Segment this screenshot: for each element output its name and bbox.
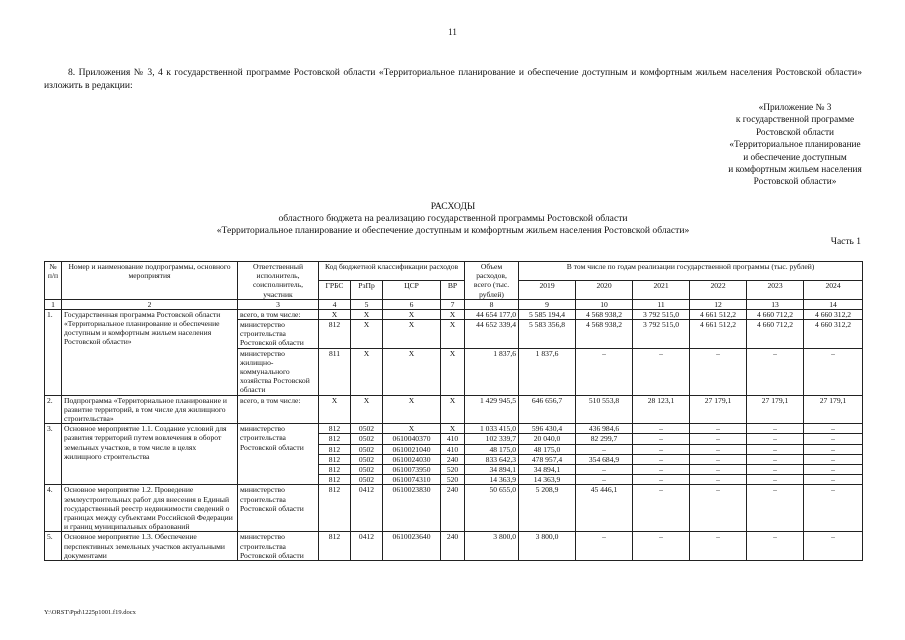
row-vr: X [441,320,465,349]
row-total: 1 837,6 [465,348,519,395]
row-grbs: 812 [319,485,351,532]
row-year-value: – [633,348,690,395]
row-vr: 410 [441,444,465,454]
intro-paragraph: 8. Приложения № 3, 4 к государственной программе Ростовской области «Территориальное планирование и обеспечение доступным и комфортным жильем населения Ростовской области» изложить в редакции: [44,67,862,91]
row-total: 44 652 339,4 [465,320,519,349]
column-number: 12 [690,299,747,309]
row-number: 4. [45,485,62,532]
row-year-value: – [690,424,747,434]
row-vr: X [441,424,465,434]
column-number: 9 [519,299,576,309]
row-vr: X [441,348,465,395]
row-year-value: 3 792 515,0 [633,320,690,349]
row-total: 1 033 415,0 [465,424,519,434]
row-year-value: 4 661 512,2 [690,320,747,349]
row-total: 34 894,1 [465,465,519,475]
row-year-value: – [633,475,690,485]
column-number: 6 [383,299,441,309]
row-year-value: 34 894,1 [519,465,576,475]
row-name: Основное мероприятие 1.2. Проведение землеустроительных работ для внесения в Единый государственный реестр недвижимости сведений о границах между субъектами Российской Федерации и границ муниципальных образований [62,485,238,532]
row-year-value: – [747,434,804,444]
row-year-value: 3 800,0 [519,532,576,561]
row-rzpr: 0412 [351,532,383,561]
row-year-value: 4 660 312,2 [804,309,863,319]
row-csr: X [383,309,441,319]
row-year-value: 4 660 712,2 [747,309,804,319]
row-grbs: 812 [319,320,351,349]
row-year-value: – [633,454,690,464]
row-grbs: 812 [319,454,351,464]
row-number: 5. [45,532,62,561]
row-total: 48 175,0 [465,444,519,454]
column-number: 13 [747,299,804,309]
row-year-value: 20 040,0 [519,434,576,444]
row-year-value: 3 792 515,0 [633,309,690,319]
row-csr: 0610024030 [383,454,441,464]
row-vr: 520 [441,475,465,485]
row-executor: министерство жилищно-коммунального хозяйства Ростовской области [238,348,319,395]
row-csr: X [383,395,441,424]
row-csr: X [383,424,441,434]
row-year-value: 82 299,7 [576,434,633,444]
row-rzpr: 0502 [351,475,383,485]
appendix-line: Ростовской области» [753,177,837,188]
table-row [45,424,863,434]
row-year-value: – [747,444,804,454]
header-years-group: В том числе по годам реализации государственной программы (тыс. рублей) [519,262,863,281]
row-year-value: 5 208,9 [519,485,576,532]
row-year-value: – [690,454,747,464]
row-vr: X [441,309,465,319]
row-number: 2. [45,395,62,424]
column-numbers-row [45,299,863,309]
row-grbs: 812 [319,444,351,454]
row-name: Подпрограмма «Территориальное планирование и развитие территорий, в том числе для жилищного строительства» [62,395,238,424]
row-grbs: X [319,309,351,319]
row-year-value: – [747,485,804,532]
column-number: 14 [804,299,863,309]
header-total: Объем расходов, всего (тыс. рублей) [465,262,519,300]
row-year-value: – [576,465,633,475]
subtitle-line-1: областного бюджета на реализацию государственной программы Ростовской области [278,213,628,225]
header-year: 2023 [747,280,804,299]
row-executor: всего, в том числе: [238,395,319,424]
column-number: 2 [62,299,238,309]
column-number: 3 [238,299,319,309]
row-rzpr: 0502 [351,454,383,464]
row-vr: 240 [441,485,465,532]
row-year-value: 436 984,6 [576,424,633,434]
document-title [44,201,862,238]
row-name: Основное мероприятие 1.1. Создание условий для развития территорий путем вовлечения в оборот земельных участков, в том числе в целях жилищного строительства [62,424,238,485]
row-year-value: – [633,424,690,434]
header-grbs: ГРБС [319,280,351,299]
row-executor: министерство строительства Ростовской области [238,485,319,532]
row-grbs: X [319,395,351,424]
row-csr: 0610074310 [383,475,441,485]
row-csr: 0610073950 [383,465,441,475]
row-rzpr: 0412 [351,485,383,532]
row-executor: министерство строительства Ростовской области [238,532,319,561]
header-year: 2020 [576,280,633,299]
part-label: Часть 1 [830,237,861,247]
row-year-value: – [747,348,804,395]
column-number: 1 [45,299,62,309]
row-year-value: 27 179,1 [690,395,747,424]
row-year-value: – [747,424,804,434]
row-total: 1 429 945,5 [465,395,519,424]
file-path-footer: Y:\ORST\Ppd\1225p1001.f19.docx [44,609,136,616]
row-year-value: – [804,475,863,485]
header-executor: Ответственный исполнитель, соисполнитель, участник [238,262,319,300]
row-vr: 410 [441,434,465,444]
row-csr: X [383,348,441,395]
row-year-value: – [633,485,690,532]
row-year-value: 27 179,1 [804,395,863,424]
row-total: 14 363,9 [465,475,519,485]
row-rzpr: 0502 [351,424,383,434]
row-year-value: – [804,454,863,464]
row-year-value: 4 660 312,2 [804,320,863,349]
header-year: 2019 [519,280,576,299]
row-year-value: 646 656,7 [519,395,576,424]
row-year-value: 45 446,1 [576,485,633,532]
row-year-value: – [690,348,747,395]
row-year-value: – [804,485,863,532]
header-year: 2021 [633,280,690,299]
row-year-value: 4 661 512,2 [690,309,747,319]
row-grbs: 812 [319,475,351,485]
appendix-line: «Приложение № 3 [758,103,832,113]
row-year-value: – [576,444,633,454]
row-vr: 520 [441,465,465,475]
header-num: № п/п [45,262,62,300]
header-csr: ЦСР [383,280,441,299]
row-year-value: 5 583 356,8 [519,320,576,349]
row-year-value: – [633,532,690,561]
row-csr: 0610023830 [383,485,441,532]
row-rzpr: 0502 [351,434,383,444]
header-year: 2022 [690,280,747,299]
row-year-value: 14 363,9 [519,475,576,485]
row-year-value: – [633,444,690,454]
row-rzpr: X [351,320,383,349]
row-vr: 240 [441,532,465,561]
column-number: 5 [351,299,383,309]
row-number: 3. [45,424,62,485]
row-year-value: 27 179,1 [747,395,804,424]
row-year-value: – [747,465,804,475]
row-total: 50 655,0 [465,485,519,532]
row-year-value: – [576,348,633,395]
table-row [45,309,863,319]
subtitle-line-2: «Территориальное планирование и обеспечение доступным и комфортным жильем населения Ростовской области» [216,225,690,237]
row-csr: X [383,320,441,349]
row-csr: 0610021040 [383,444,441,454]
row-year-value: – [576,532,633,561]
row-year-value: – [747,454,804,464]
row-executor: министерство строительства Ростовской области [238,424,319,485]
title: РАСХОДЫ [430,201,476,212]
row-year-value: 1 837,6 [519,348,576,395]
row-grbs: 812 [319,424,351,434]
row-grbs: 812 [319,434,351,444]
row-total: 44 654 177,0 [465,309,519,319]
row-executor: министерство строительства Ростовской области [238,320,319,349]
row-year-value: – [690,434,747,444]
row-vr: 240 [441,454,465,464]
table-row [45,532,863,561]
row-rzpr: X [351,395,383,424]
page-number: 11 [448,27,457,37]
row-grbs: 811 [319,348,351,395]
row-year-value: – [804,444,863,454]
row-rzpr: 0502 [351,465,383,475]
row-year-value: – [804,424,863,434]
row-year-value: 596 430,4 [519,424,576,434]
column-number: 8 [465,299,519,309]
row-year-value: – [690,475,747,485]
row-total: 102 339,7 [465,434,519,444]
row-year-value: – [690,485,747,532]
row-year-value: 4 568 938,2 [576,309,633,319]
appendix-heading [680,102,905,189]
row-rzpr: X [351,309,383,319]
row-csr: 0610040370 [383,434,441,444]
row-total: 3 800,0 [465,532,519,561]
expenses-table [44,261,863,561]
header-code-group: Код бюджетной классификации расходов [319,262,465,281]
row-year-value: 5 585 194,4 [519,309,576,319]
row-year-value: 478 957,4 [519,454,576,464]
column-number: 7 [441,299,465,309]
row-name: Государственная программа Ростовской области «Территориальное планирование и обеспечение доступным и комфортным жильем населения Ростовской области» [62,309,238,395]
row-year-value: 4 660 712,2 [747,320,804,349]
header-name: Номер и наименование подпрограммы, основного мероприятия [62,262,238,300]
column-number: 11 [633,299,690,309]
row-year-value: – [576,475,633,485]
row-year-value: – [633,465,690,475]
table-row [45,395,863,424]
appendix-line: Ростовской области [755,127,835,138]
row-year-value: – [804,532,863,561]
appendix-line: и обеспечение доступным [743,152,847,163]
column-number: 4 [319,299,351,309]
row-year-value: – [690,444,747,454]
header-row [45,262,863,281]
row-year-value: 28 123,1 [633,395,690,424]
appendix-line: к государственной программе [735,115,855,126]
row-year-value: – [804,465,863,475]
row-year-value: 354 684,9 [576,454,633,464]
row-year-value: 510 553,8 [576,395,633,424]
appendix-line: и комфортным жильем населения [728,165,862,176]
row-year-value: – [690,465,747,475]
row-name: Основное мероприятие 1.3. Обеспечение перспективных земельных участков актуальными документами [62,532,238,561]
table-row [45,485,863,532]
row-year-value: – [690,532,747,561]
row-year-value: – [747,475,804,485]
row-year-value: – [747,532,804,561]
row-vr: X [441,395,465,424]
row-csr: 0610023640 [383,532,441,561]
appendix-line: «Территориальное планирование [729,140,861,151]
row-grbs: 812 [319,532,351,561]
row-total: 833 642,3 [465,454,519,464]
header-rzpr: РзПр [351,280,383,299]
row-rzpr: 0502 [351,444,383,454]
row-year-value: 4 568 938,2 [576,320,633,349]
row-year-value: – [633,434,690,444]
row-grbs: 812 [319,465,351,475]
row-executor: всего, в том числе: [238,309,319,319]
column-number: 10 [576,299,633,309]
header-year: 2024 [804,280,863,299]
row-year-value: – [804,434,863,444]
row-rzpr: X [351,348,383,395]
row-number: 1. [45,309,62,395]
header-vr: ВР [441,280,465,299]
row-year-value: 48 175,0 [519,444,576,454]
row-year-value: – [804,348,863,395]
